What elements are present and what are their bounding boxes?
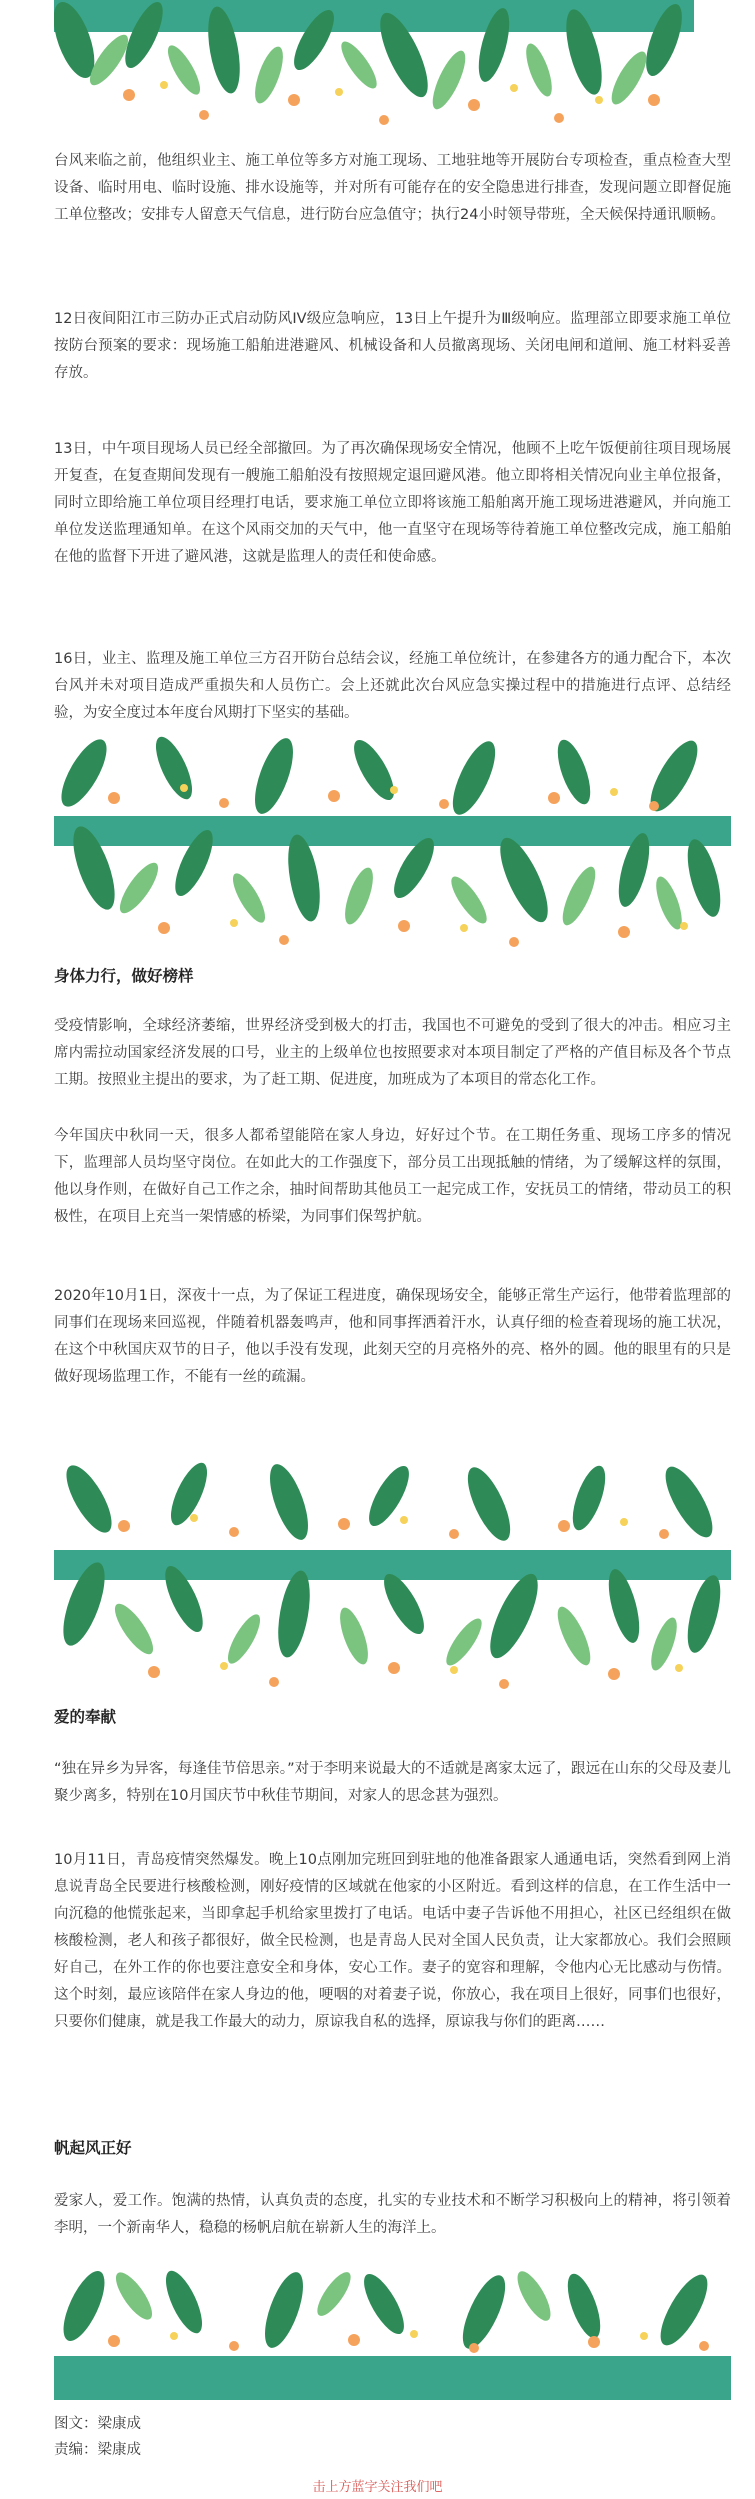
section-heading-dedication: 爱的奉献 [54, 1708, 117, 1726]
floral-divider-1 [54, 728, 731, 956]
floral-banner-top [54, 0, 694, 140]
follow-us-link[interactable]: 击上方蓝字关注我们吧 [312, 2480, 443, 2495]
intro-paragraph-3: 13日，中午项目现场人员已经全部撤回。为了再次确保现场安全情况，他顾不上吃午饭便前往项目现场展开复查，在复查期间发现有一艘施工船舶没有按照规定退回避风港。他立即将相关情况向业主单位报备，同时立即给施工单位项目经理打电话，要求施工单位立即将该施工船舶离开施工现场进港避风，并向施工单位发送监理通知单。在这个风雨交加的天气中，他一直坚守在现场等待着施工单位整改完成，施工船舶在他的监督下开进了避风港，这就是监理人的责任和使命感。 [54, 441, 731, 565]
section3-paragraph-2: 10月11日，青岛疫情突然爆发。晚上10点刚加完班回到驻地的他准备跟家人通通电话，突然看到网上消息说青岛全民要进行核酸检测，刚好疫情的区域就在他家的小区附近。看到这样的信息，在工作生活中一向沉稳的他慌张起来，当即拿起手机给家里拨打了电话。电话中妻子告诉他不用担心，社区已经组织在做核酸检测，老人和孩子都很好，做全民检测，也是青岛人民对全国人民负责，让大家都放心。我们会照顾好自己，在外工作的你也要注意安全和身体，安心工作。妻子的宽容和理解，令他内心无比感动与伤情。这个时刻，最应该陪伴在家人身边的他，哽咽的对着妻子说，你放心，我在项目上很好，同事们也很好，只要你们健康，就是我工作最大的动力，原谅我自私的选择，原谅我与你们的距离…… [54, 1852, 731, 2030]
intro-paragraph-4: 16日，业主、监理及施工单位三方召开防台总结会议，经施工单位统计，在参建各方的通力配合下，本次台风并未对项目造成严重损失和人员伤亡。会上还就此次台风应急实操过程中的措施进行点评、总结经验，为安全度过本年度台风期打下坚实的基础。 [54, 651, 731, 721]
section2-paragraph-1: 受疫情影响，全球经济萎缩，世界经济受到极大的打击，我国也不可避免的受到了很大的冲击。相应习主席内需拉动国家经济发展的口号，业主的上级单位也按照要求对本项目制定了严格的产值目标及各个节点工期。按照业主提出的要求，为了赶工期、促进度，加班成为了本项目的常态化工作。 [54, 1018, 731, 1088]
floral-border-illustration [54, 2266, 731, 2400]
floral-divider-illustration [54, 1454, 731, 1698]
floral-divider-2 [54, 1454, 731, 1698]
intro-paragraph-2: 12日夜间阳江市三防办正式启动防风IV级应急响应，13日上午提升为Ⅲ级响应。监理部立即要求施工单位按防台预案的要求：现场施工船舶进港避风、机械设备和人员撤离现场、关闭电闸和道闸、施工材料妥善存放。 [54, 311, 731, 381]
section-heading-role-model: 身体力行，做好榜样 [54, 967, 194, 985]
floral-border-illustration [54, 0, 694, 140]
floral-banner-bottom [54, 2266, 731, 2400]
floral-divider-illustration [54, 728, 731, 956]
author-credit: 图文：梁康成 [54, 2416, 141, 2432]
section3-paragraph-1: “独在异乡为异客，每逢佳节倍思亲。”对于李明来说最大的不适就是离家太远了，跟远在山东的父母及妻儿聚少离多，特别在10月国庆节中秋佳节期间，对家人的思念甚为强烈。 [54, 1761, 731, 1804]
intro-paragraph-1: 台风来临之前，他组织业主、施工单位等多方对施工现场、工地驻地等开展防台专项检查，重点检查大型设备、临时用电、临时设施、排水设施等，并对所有可能存在的安全隐患进行排查，发现问题立即督促施工单位整改；安排专人留意天气信息，进行防台应急值守；执行24小时领导带班，全天候保持通讯顺畅。 [54, 153, 731, 223]
section2-paragraph-2: 今年国庆中秋同一天，很多人都希望能陪在家人身边，好好过个节。在工期任务重、现场工序多的情况下，监理部人员均坚守岗位。在如此大的工作强度下，部分员工出现抵触的情绪，为了缓解这样的氛围，他以身作则，在做好自己工作之余，抽时间帮助其他员工一起完成工作，安抚员工的情绪，带动员工的积极性，在项目上充当一架情感的桥梁，为同事们保驾护航。 [54, 1128, 731, 1225]
section2-paragraph-3: 2020年10月1日，深夜十一点，为了保证工程进度，确保现场安全，能够正常生产运行，他带着监理部的同事们在现场来回巡视，伴随着机器轰鸣声，他和同事挥洒着汗水，认真仔细的检查着现场的施工状况，在这个中秋国庆双节的日子，他以手没有发现，此刻天空的月亮格外的亮、格外的圆。他的眼里有的只是做好现场监理工作，不能有一丝的疏漏。 [54, 1288, 731, 1385]
section4-paragraph-1: 爱家人，爱工作。饱满的热情，认真负责的态度，扎实的专业技术和不断学习积极向上的精神，将引领着李明，一个新南华人，稳稳的杨帆启航在崭新人生的海洋上。 [54, 2193, 731, 2236]
editor-credit: 责编：梁康成 [54, 2442, 141, 2458]
section-heading-set-sail: 帆起风正好 [54, 2139, 132, 2157]
